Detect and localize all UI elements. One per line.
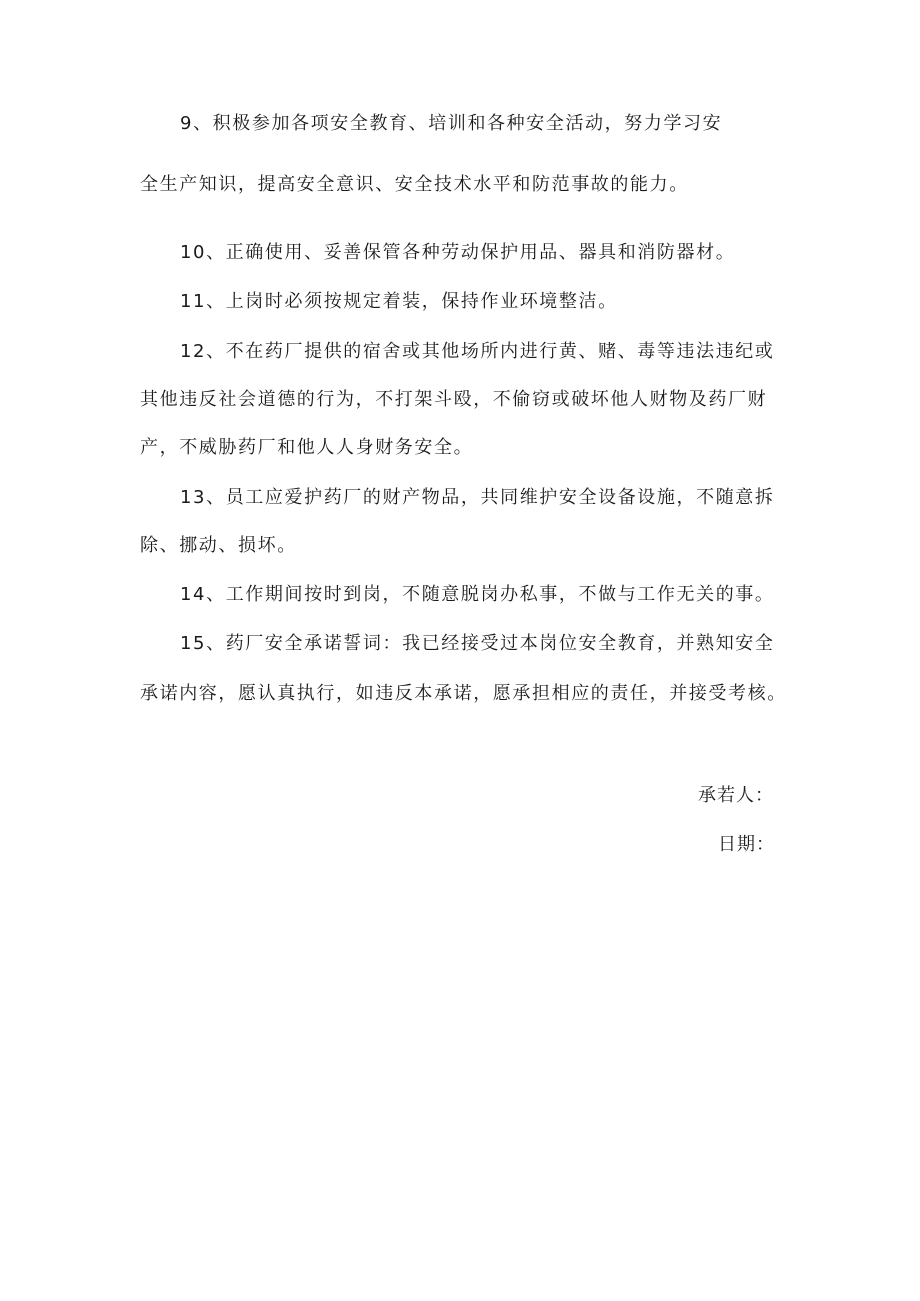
item-12-text-1: 、不在药厂提供的宿舍或其他场所内进行黄、赌、毒等违法违纪或 bbox=[206, 341, 775, 362]
item-11-number: 11 bbox=[180, 291, 207, 312]
item-9-line-1 bbox=[180, 112, 722, 136]
item-10-number: 10 bbox=[180, 242, 207, 263]
item-15-line-1 bbox=[180, 632, 775, 656]
item-13-line-1 bbox=[180, 486, 775, 510]
item-9-line-2: 全生产知识，提高安全意识、安全技术水平和防范事故的能力。 bbox=[140, 174, 689, 195]
date-label: 日期： bbox=[718, 834, 775, 855]
item-10-line-1 bbox=[180, 241, 735, 265]
item-12-number: 12 bbox=[180, 341, 207, 362]
item-12-line-2: 其他违反社会道德的行为，不打架斗殴，不偷窃或破坏他人财物及药厂财 bbox=[140, 389, 768, 410]
item-14-text-1: 、工作期间按时到岗，不随意脱岗办私事，不做与工作无关的事。 bbox=[206, 584, 775, 605]
item-11-text-1: 、上岗时必须按规定着装，保持作业环境整洁。 bbox=[206, 291, 618, 312]
item-15-number: 15 bbox=[180, 633, 207, 654]
item-9-text-1: 、积极参加各项安全教育、培训和各种安全活动，努力学习安 bbox=[193, 113, 723, 134]
promiser-label: 承若人： bbox=[698, 785, 774, 806]
item-11-line-1 bbox=[180, 290, 618, 314]
item-12-line-1 bbox=[180, 340, 775, 364]
item-13-text-1: 、员工应爱护药厂的财产物品，共同维护安全设备设施，不随意拆 bbox=[206, 487, 775, 508]
item-9-number: 9 bbox=[180, 113, 194, 134]
item-12-line-3: 产，不威胁药厂和他人人身财务安全。 bbox=[140, 437, 474, 458]
item-14-line-1 bbox=[180, 583, 775, 607]
item-13-line-2: 除、挪动、损坏。 bbox=[140, 535, 297, 556]
item-15-text-1: 、药厂安全承诺誓词：我已经接受过本岗位安全教育，并熟知安全 bbox=[206, 633, 775, 654]
item-14-number: 14 bbox=[180, 584, 207, 605]
item-13-number: 13 bbox=[180, 487, 207, 508]
item-15-line-2: 承诺内容，愿认真执行，如违反本承诺，愿承担相应的责任，并接受考核。 bbox=[140, 683, 787, 704]
item-10-text-1: 、正确使用、妥善保管各种劳动保护用品、器具和消防器材。 bbox=[206, 242, 736, 263]
